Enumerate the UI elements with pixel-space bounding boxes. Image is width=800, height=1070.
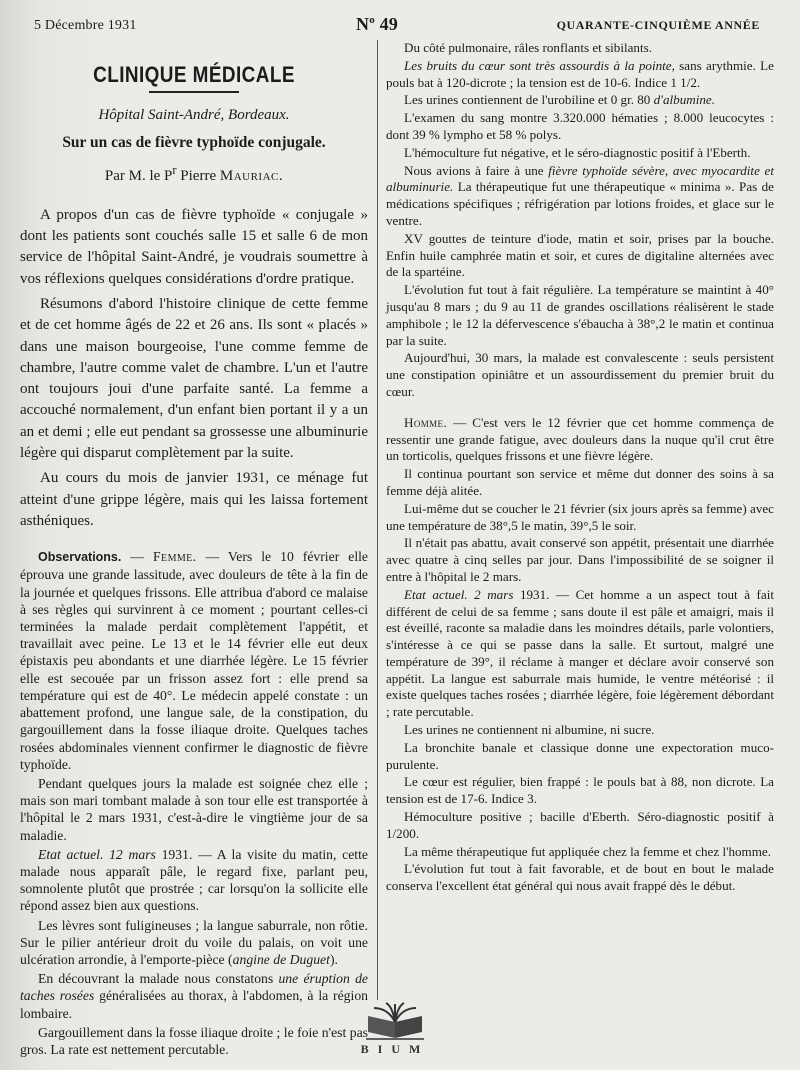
left-column xyxy=(20,40,368,1060)
body-paragraph: Nous avions à faire à une fièvre typhoïde sévère, avec myocardite et albuminurie. La thérapeutique fut une thérapeutique « minima ». Pas de médications spécifiques ; réfrigération par lotions froides, et glace sur le ventre. xyxy=(386,162,774,228)
body-paragraph: En découvrant la malade nous constatons une éruption de taches rosées généralisées au thorax, à l'abdomen, à la région lombaire. xyxy=(20,971,369,1021)
body-paragraph: Le cœur est régulier, bien frappé : le pouls bat à 88, non dicrote. La tension est de 17-6. Indice 3. xyxy=(386,774,774,807)
body-paragraph: Il continua pourtant son service et même dut donner des soins à sa femme déjà alitée. xyxy=(386,466,774,498)
intro-paragraph: Résumons d'abord l'histoire clinique de cette femme et de cet homme âgés de 22 et 26 ans. Ils sont « placés » dans une maison bourgeoise, l'une comme femme de chambre, l'autre comme valet de chambre. L'un et l'autre ont toujours joui d'une parfaite santé. La femme a accouché normalement, d'un enfant bien portant il y a un an et demi ; elle eut pendant sa grossesse une albuminurie légère qui disparut complètement par la suite. xyxy=(20,296,368,462)
observations-section xyxy=(20,548,368,1058)
issue-date: 5 Décembre 1931 xyxy=(34,18,137,33)
intro-section xyxy=(20,205,368,532)
issue-year: QUARANTE-CINQUIÈME ANNÉE xyxy=(556,18,760,32)
body-paragraph: Il n'était pas abattu, avait conservé son appétit, présentait une diarrhée avec quatre à cinq selles par jour. Dans l'impossibilité de se soigner il entre à l'hôpital le 2 mars. xyxy=(386,535,774,584)
body-paragraph: Pendant quelques jours la malade est soignée chez elle ; mais son mari tombant malade à son tour elle est transportée à l'hôpital le 2 mars 1931, c'est-à-dire le vingtième jour de sa maladie. xyxy=(20,775,368,843)
hospital-line: Hôpital Saint-André, Bordeaux. xyxy=(98,107,290,124)
body-paragraph: Les urines ne contiennent ni albumine, ni sucre. xyxy=(404,722,655,738)
body-paragraph: Les lèvres sont fuligineuses ; la langue saburrale, non rôtie. Sur le pilier antérieur droit du voile du palais, on voit une ulcération arrondie, à l'emporte-pièce (angine de Duguet). xyxy=(20,917,368,967)
bium-logo-text: BIUM xyxy=(360,1042,430,1056)
bium-logo xyxy=(350,1002,440,1062)
bium-book-icon xyxy=(360,1002,430,1042)
body-paragraph: Gargouillement dans la fosse iliaque droite ; le foie n'est pas gros. La rate est nettement percutable. xyxy=(20,1024,368,1057)
body-paragraph: Hémoculture positive ; bacille d'Eberth. Séro-diagnostic positif à 1/200. xyxy=(386,809,774,841)
body-paragraph: XV gouttes de teinture d'iode, matin et soir, prises par la bouche. Enfin huile camphrée matin et soir, et cures de digitaline alternées avec de la spartéine. xyxy=(386,230,774,280)
body-paragraph: Homme. — C'est vers le 12 février que cet homme commença de ressentir une grande fatigue, avec douleurs dans la nuque qu'il crut être un torticolis, quelques frissons et une fièvre légère. xyxy=(386,414,774,464)
body-paragraph: Etat actuel. 12 mars 1931. — A la visite du matin, cette malade nous apparaît pâle, le regard fixe, parlant peu, somnolente plutôt que prostrée ; car lorsqu'on la sollicite elle répond assez bien aux questions. xyxy=(20,846,368,914)
issue-number: $N^o$ 49 xyxy=(356,14,399,34)
intro-paragraph: Au cours du mois de janvier 1931, ce ménage fut atteint d'une grippe légère, mais qui les laissa fortement asthéniques. xyxy=(20,470,368,529)
page-header xyxy=(34,14,760,36)
article-author: Par M. le $P^r$ Pierre Mauriac. xyxy=(104,162,284,184)
intro-paragraph: A propos d'un cas de fièvre typhoïde « conjugale » dont les patients sont couchés salle 15 et salle 6 de mon service de l'hôpital Saint-André, je voudrais soumettre à vos réflexions quelques considérations d'ordre pratique. xyxy=(20,206,368,287)
title-rule xyxy=(149,91,239,93)
body-paragraph: Lui-même dut se coucher le 21 février (six jours après sa femme) avec une température de 38°,5 le matin, 39°,5 le soir. xyxy=(386,500,774,533)
right-column xyxy=(386,40,774,896)
body-paragraph: Etat actuel. 2 mars 1931. — Cet homme a un aspect tout à fait différent de celui de sa femme ; sans doute il est pâle et amaigri, mais il est éveillé, raconte sa maladie dans les moindres détails, parle volontiers, s'intéresse à ce qui se passe dans la salle. Et surtout, malgré une température de 39°, il réclame à manger et déclare avoir conservé son appétit. La langue est saburrale mais humide, le ventre météorisé : il existe quelques taches rosées ; diarrhée légère, foie légèrement débordant ; rate percutable. xyxy=(386,586,774,720)
body-paragraph: L'examen du sang montre 3.320.000 hématies ; 8.000 leucocytes : dont 39 % lympho et 58 % polys. xyxy=(386,110,774,142)
body-paragraph: L'hémoculture fut négative, et le séro-diagnostic positif à l'Eberth. xyxy=(404,144,751,160)
column-divider xyxy=(377,40,378,1000)
body-paragraph: La même thérapeutique fut appliquée chez la femme et chez l'homme. xyxy=(404,843,771,859)
observation-paragraph: Observations. — Femme. — Vers le 10 février elle éprouva une grande lassitude, avec douleurs de tête à la fin de la journée et quelques frissons. Elle attribua d'abord ce malaise à ses règles qui survinrent à ce moment ; pourtant celles-ci terminées la malade perdait complètement l'appétit, et travaillait avec peine. Le 13 et le 14 février elle eut deux épistaxis peu abondants et une diarrhée légère. Le 15 février elle est secouée par un frisson assez fort : elle prend sa température qui est de 40°. Le médecin appelé constate : un abattement profond, une langue sale, de la constipation, du gargouillement dans la fosse iliaque droite. Quelques taches rosées abdominales viennent confirmer le diagnostic de fièvre typhoïde. xyxy=(20,549,368,772)
body-paragraph: L'évolution fut tout à fait favorable, et de bout en bout le malade conserva l'excellent état général qui nous avait frappé dès le début. xyxy=(386,861,774,894)
section-title: CLINIQUE MÉDICALE xyxy=(93,62,295,87)
body-paragraph: Du côté pulmonaire, râles ronflants et sibilants. xyxy=(404,40,652,55)
article-subject: Sur un cas de fièvre typhoïde conjugale. xyxy=(62,134,326,152)
body-paragraph: La bronchite banale et classique donne une expectoration muco-purulente. xyxy=(386,739,774,772)
body-paragraph: L'évolution fut tout à fait régulière. La température se maintint à 40° jusqu'au 8 mars ; du 9 au 11 de grandes oscillations réalisèrent le stade amphibole ; le 12 la défervescence s'ébaucha à 38°,2 le matin et continua par la suite. xyxy=(386,282,774,348)
body-paragraph: Aujourd'hui, 30 mars, la malade est convalescente : seuls persistent une constipation opiniâtre et un assourdissement du premier bruit du cœur. xyxy=(386,350,774,399)
body-paragraph: Les bruits du cœur sont très assourdis à la pointe, sans arythmie. Le pouls bat à 120-dicrote ; la tension est de 10-6. Indice 1 1/2. xyxy=(386,57,774,90)
body-paragraph: Les urines contiennent de l'urobiline et 0 gr. 80 d'albumine. xyxy=(404,92,715,108)
